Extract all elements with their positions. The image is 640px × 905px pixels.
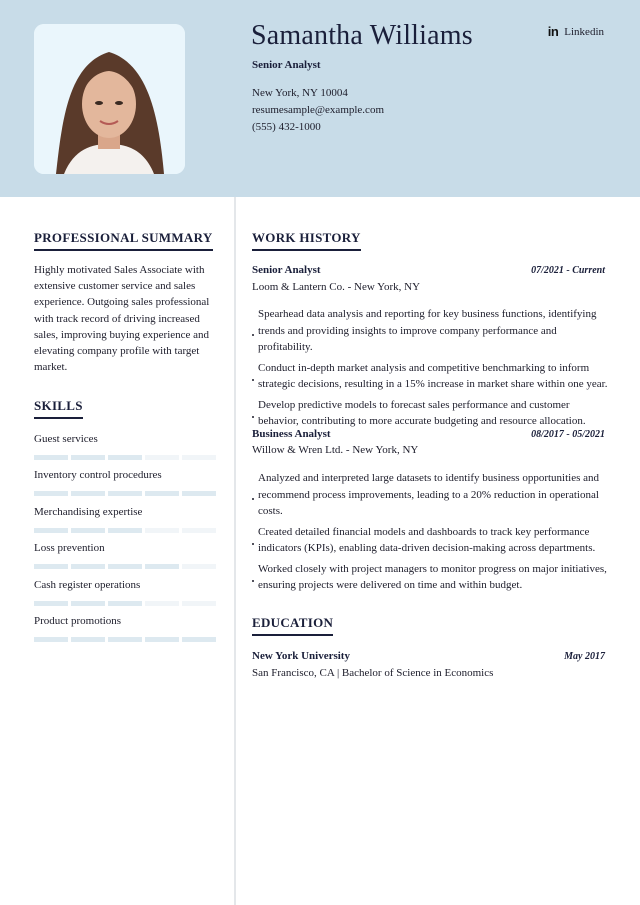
linkedin-link[interactable] [548,24,604,39]
skill-level-filled [71,455,105,460]
resume-header [0,0,640,197]
skill-level-filled [34,601,68,606]
skill-level-empty [145,601,179,606]
skill-level-filled [108,491,142,496]
skill-level-empty [182,601,216,606]
job-bullet: Develop predictive models to forecast sales performance and customer behavior, contributing to more accurate budgeting and resource allocation. [252,397,612,430]
skill-level-filled [71,637,105,642]
column-divider [234,197,236,905]
skill-item [34,432,217,460]
skill-level-filled [71,601,105,606]
job-title: Business Analyst [252,428,331,440]
work-history-heading: WORK HISTORY [252,230,361,251]
candidate-name: Samantha Williams [251,20,473,51]
skill-level-filled [34,564,68,569]
summary-heading: PROFESSIONAL SUMMARY [34,230,213,251]
skill-level-filled [108,564,142,569]
skill-level-filled [71,491,105,496]
skill-level-filled [182,491,216,496]
skill-name: Inventory control procedures [34,469,162,481]
job-bullet: Worked closely with project managers to monitor progress on major initiatives, ensuring projects were delivered on time and within budget. [252,561,612,594]
job-dates: 08/2017 - 05/2021 [531,429,605,440]
skill-level-bar [34,564,217,569]
skill-level-bar [34,637,217,642]
job-company: Willow & Wren Ltd. - New York, NY [252,444,419,456]
skill-level-bar [34,455,217,460]
job-title: Senior Analyst [252,264,321,276]
linkedin-icon: in [547,24,559,39]
skill-level-bar [34,601,217,606]
skill-level-filled [108,528,142,533]
skill-level-filled [34,528,68,533]
skill-level-empty [182,455,216,460]
skill-level-filled [145,491,179,496]
skill-level-filled [34,637,68,642]
skill-level-bar [34,528,217,533]
job-bullet: Created detailed financial models and dashboards to track key performance indicators (KPIs), enabling data-driven decision-making across departments. [252,524,612,557]
skill-level-empty [145,455,179,460]
skill-name: Merchandising expertise [34,506,143,518]
skill-level-filled [34,491,68,496]
job-company: Loom & Lantern Co. - New York, NY [252,281,421,293]
skill-item [34,468,217,496]
skill-level-bar [34,491,217,496]
job-bullet: Analyzed and interpreted large datasets to identify business opportunities and recommend process improvements, leading to a 20% reduction in operational costs. [252,470,612,520]
skill-level-filled [71,564,105,569]
skill-level-empty [145,528,179,533]
skill-level-filled [34,455,68,460]
skill-item [34,578,217,606]
job-bullets [252,470,612,598]
skill-item [34,505,217,533]
address-text: New York, NY 10004 [252,87,348,99]
skills-heading: SKILLS [34,398,83,419]
candidate-title: Senior Analyst [252,59,321,71]
skill-level-filled [71,528,105,533]
skill-level-filled [108,455,142,460]
skill-name: Cash register operations [34,579,141,591]
linkedin-label: Linkedin [564,25,604,38]
skill-item [34,614,217,642]
skill-level-filled [145,564,179,569]
degree-text: San Francisco, CA | Bachelor of Science in Economics [252,667,494,679]
skill-name: Product promotions [34,615,122,627]
summary-text: Highly motivated Sales Associate with extensive customer service and sales experience. Outgoing sales professional with track record of driving increased sales, improving buying experience and elevating company profile with target market. [34,264,210,374]
skill-level-filled [108,637,142,642]
skill-level-filled [182,637,216,642]
education-heading: EDUCATION [252,615,333,636]
job-bullet: Spearhead data analysis and reporting for key business functions, identifying trends and providing insights to improve company performance and profitability. [252,306,612,356]
skill-name: Guest services [34,433,98,445]
profile-photo [34,24,185,174]
job-bullets [252,306,612,434]
school-name: New York University [252,650,350,662]
skill-name: Loss prevention [34,542,105,554]
skill-item [34,541,217,569]
job-dates: 07/2021 - Current [531,265,605,276]
education-date: May 2017 [564,651,605,662]
skill-level-empty [182,528,216,533]
job-bullet: Conduct in-depth market analysis and competitive benchmarking to inform strategic decisions, resulting in a 15% increase in market share within one year. [252,360,612,393]
skill-level-empty [182,564,216,569]
phone-text: (555) 432-1000 [252,121,321,133]
email-link[interactable]: resumesample@example.com [252,104,384,116]
skill-level-filled [108,601,142,606]
skill-level-filled [145,637,179,642]
